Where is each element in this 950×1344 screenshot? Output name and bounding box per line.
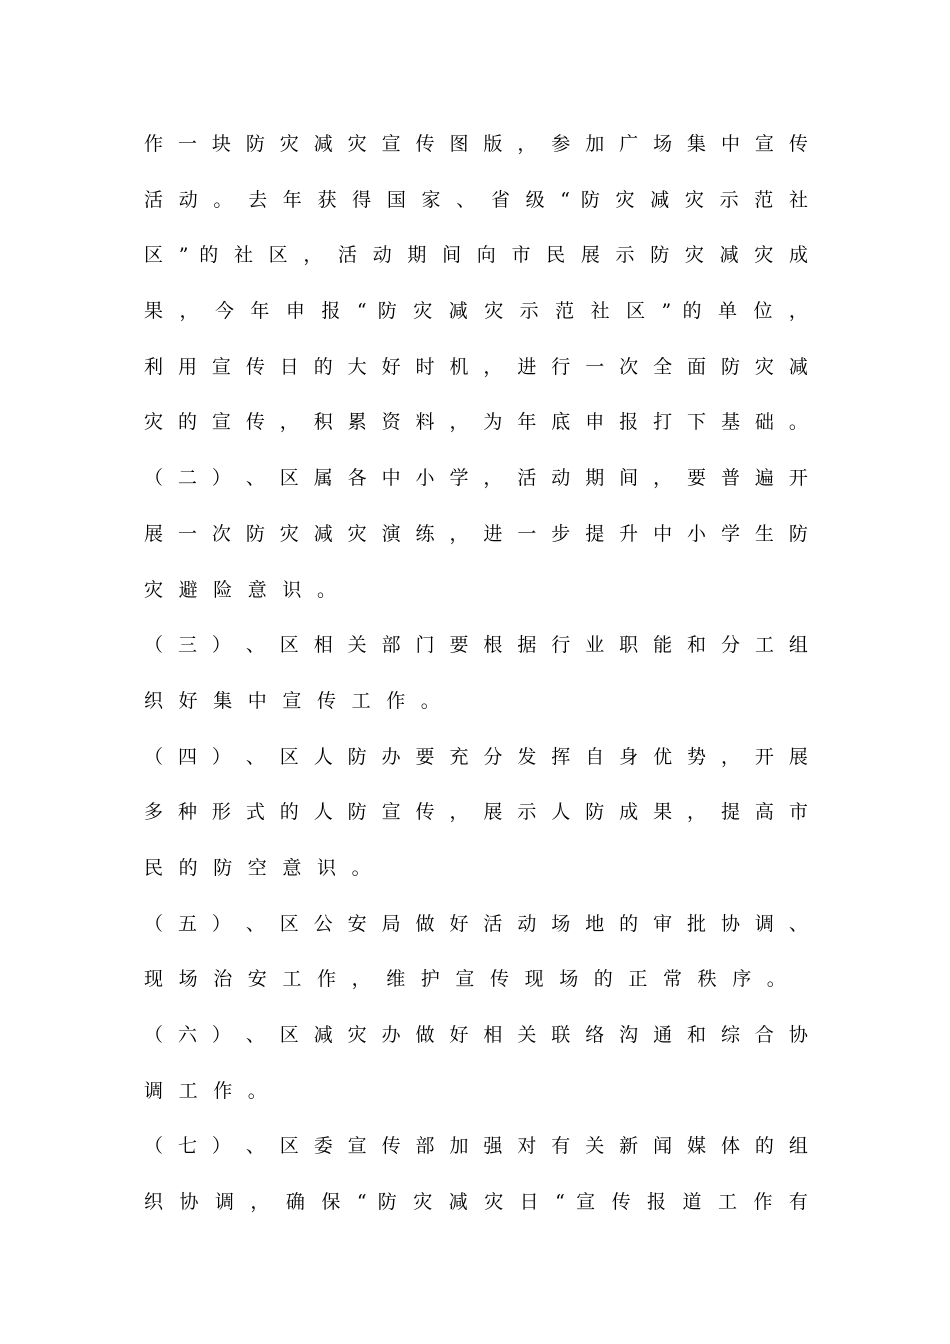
text-line: 展 一 次 防 灾 减 灾 演 练 ， 进 一 步 提 升 中 小 学 生 防 — [144, 522, 808, 545]
text-line: （ 二 ） 、 区 属 各 中 小 学 ， 活 动 期 间 ， 要 普 遍 开 — [144, 467, 808, 490]
text-line: 织好集中宣传工作。 — [144, 689, 456, 712]
text-line: （ 四 ） 、 区 人 防 办 要 充 分 发 挥 自 身 优 势 ， 开 展 — [144, 745, 808, 768]
text-line: 区 ” 的 社 区 ， 活 动 期 间 向 市 民 展 示 防 灾 减 灾 成 — [144, 244, 808, 267]
text-line: （ 七 ） 、 区 委 宣 传 部 加 强 对 有 关 新 闻 媒 体 的 组 — [144, 1135, 808, 1158]
text-line: （ 五 ） 、 区 公 安 局 做 好 活 动 场 地 的 审 批 协 调 、 — [144, 912, 808, 935]
text-line: （ 六 ） 、 区 减 灾 办 做 好 相 关 联 络 沟 通 和 综 合 协 — [144, 1024, 808, 1046]
text-line: 民的防空意识。 — [144, 856, 387, 879]
text-line: 果 ， 今 年 申 报 “ 防 灾 减 灾 示 范 社 区 ” 的 单 位 ， — [144, 300, 808, 323]
text-line: （ 三 ） 、 区 相 关 部 门 要 根 据 行 业 职 能 和 分 工 组 — [144, 634, 808, 657]
text-line: 织 协 调 ， 确 保 “ 防 灾 减 灾 日 “ 宣 传 报 道 工 作 有 — [144, 1191, 808, 1214]
text-line: 灾 的 宣 传 ， 积 累 资 料 ， 为 年 底 申 报 打 下 基 础 。 — [144, 411, 808, 434]
text-line: 现场治安工作，维护宣传现场的正常秩序。 — [144, 968, 802, 991]
text-line: 调工作。 — [144, 1079, 283, 1102]
text-line: 多 种 形 式 的 人 防 宣 传 ， 展 示 人 防 成 果 ， 提 高 市 — [144, 801, 808, 824]
text-line: 活 动 。 去 年 获 得 国 家 、 省 级 “ 防 灾 减 灾 示 范 社 — [144, 188, 808, 211]
body-text — [144, 124, 808, 1238]
text-line: 灾避险意识。 — [144, 578, 352, 601]
text-line: 作 一 块 防 灾 减 灾 宣 传 图 版 ， 参 加 广 场 集 中 宣 传 — [144, 133, 808, 155]
text-line: 利 用 宣 传 日 的 大 好 时 机 ， 进 行 一 次 全 面 防 灾 减 — [144, 355, 808, 378]
